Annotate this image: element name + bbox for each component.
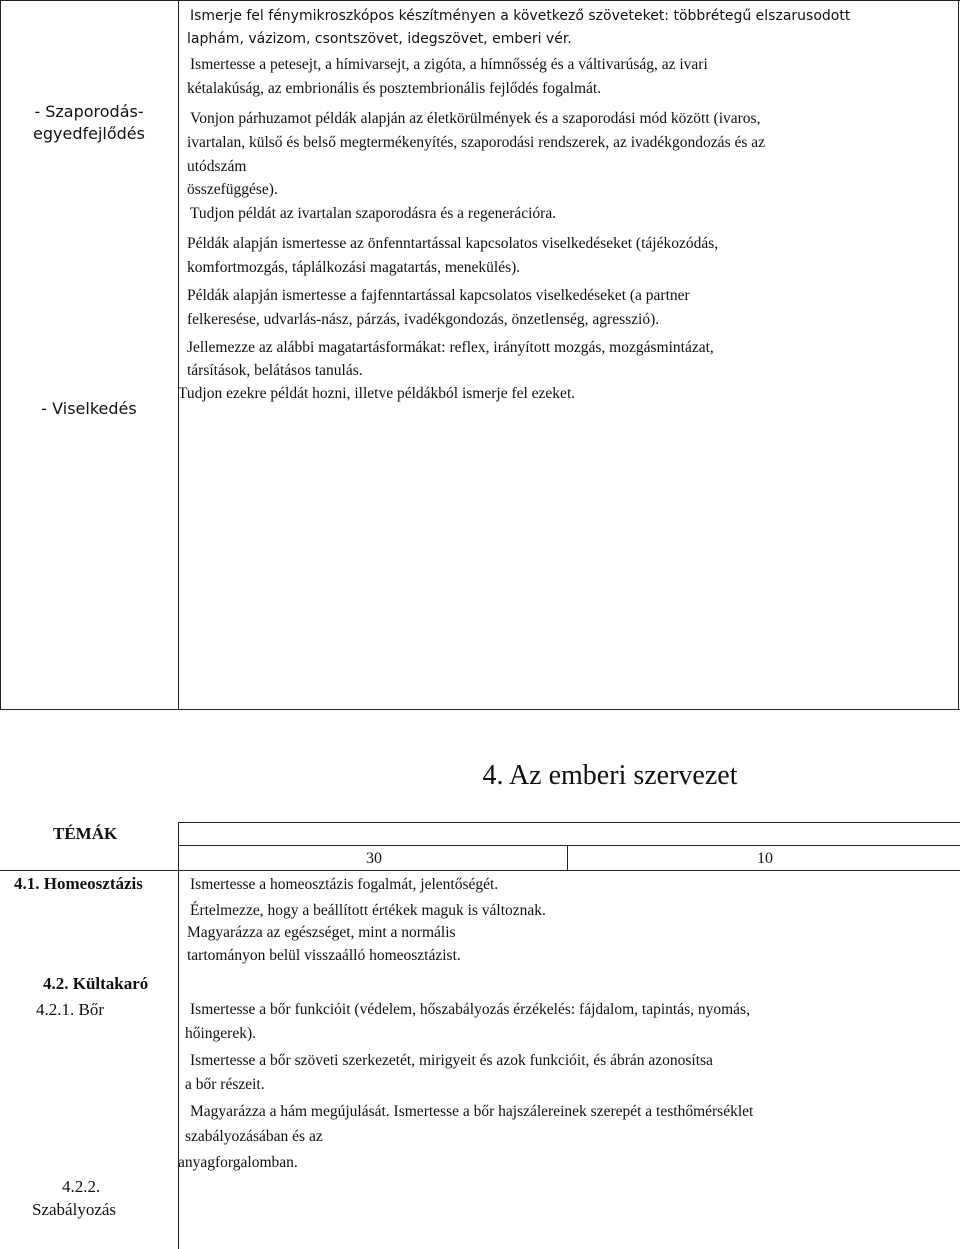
req-line: anyagforgalomban. [178, 1154, 298, 1171]
req-line: Magyarázza az egészséget, mint a normális [187, 924, 456, 941]
topic-regulation: Szabályozás [32, 1200, 117, 1219]
req-line: Ismertesse a homeosztázis fogalmát, jelentőségét. [190, 876, 499, 893]
lower-header-top-line [178, 845, 960, 846]
topics-header: TÉMÁK [53, 824, 118, 843]
req-line: Vonjon párhuzamot példák alapján az életkörülmények és a szaporodási mód között (ivaros, [190, 110, 761, 127]
req-line: hőingerek). [185, 1025, 257, 1042]
topic-label-behavior-text: - Viselkedés [41, 399, 137, 418]
topic-label-reproduction [0, 101, 178, 145]
req-line: Tudjon ezekre példát hozni, illetve példákból ismerje fel ezeket. [178, 385, 576, 402]
req-line: laphám, vázizom, csontszövet, idegszövet, emberi vér. [187, 31, 572, 47]
req-line: Példák alapján ismertesse az önfenntartással kapcsolatos viselkedéseket (tájékozódás, [187, 235, 719, 252]
req-line: a bőr részeit. [185, 1076, 265, 1093]
req-line: komfortmozgás, táplálkozási magatartás, menekülés). [187, 259, 521, 276]
lower-table-top-border [178, 822, 960, 823]
req-line: tartományon belül visszaálló homeosztázist. [187, 947, 461, 964]
req-line: Értelmezze, hogy a beállított értékek maguk is változnak. [190, 902, 546, 919]
req-line: Tudjon példát az ivartalan szaporodásra és a regenerációra. [190, 205, 557, 222]
req-line: ivartalan, külső és belső megtermékenyítés, szaporodási rendszerek, az ivadékgondozás és az [187, 134, 766, 151]
req-line: összefüggése). [187, 181, 278, 198]
req-line: kétalakúság, az embrionális és posztembrionális fejlődés fogalmát. [187, 80, 602, 97]
req-line: Példák alapján ismertesse a fajfenntartással kapcsolatos viselkedéseket (a partner [187, 287, 690, 304]
req-line: Ismertesse a petesejt, a hímivarsejt, a zigóta, a hímnősség és a váltivarúság, az ivari [190, 56, 708, 73]
upper-table-top-border [0, 0, 960, 1]
upper-table-divider [178, 0, 179, 710]
upper-table-right-border [958, 0, 959, 710]
column-header-10: 10 [757, 850, 773, 867]
req-line: Ismertesse a bőr szöveti szerkezetét, mirigyeit és azok funkcióit, és ábrán azonosítsa [190, 1052, 713, 1069]
lower-table-left-border [178, 822, 179, 1249]
section-title: 4. Az emberi szervezet [482, 760, 738, 791]
column-header-30: 30 [366, 850, 382, 867]
topic-label-behavior [0, 398, 178, 420]
req-line: Jellemezze az alábbi magatartásformákat: reflex, irányított mozgás, mozgásmintázat, [187, 339, 714, 356]
req-line: szabályozásában és az [185, 1128, 323, 1145]
upper-table-bottom-border [0, 709, 960, 710]
topic-integument: 4.2. Kültakaró [43, 974, 149, 993]
lower-header-divider [567, 845, 568, 871]
req-line: felkeresése, udvarlás-nász, párzás, ivadékgondozás, önzetlenség, agresszió). [187, 311, 660, 328]
req-line: Ismerje fel fénymikroszkópos készítményen a következő szöveteket: többrétegű elszarusodott [190, 8, 851, 24]
req-line: társítások, belátásos tanulás. [187, 362, 363, 379]
topic-label-line-2: egyedfejlődés [33, 124, 145, 143]
req-line: utódszám [187, 158, 247, 175]
lower-header-bottom-line [0, 870, 960, 871]
req-line: Ismertesse a bőr funkcióit (védelem, hőszabályozás érzékelés: fájdalom, tapintás, nyomás, [190, 1001, 750, 1018]
req-line: Magyarázza a hám megújulását. Ismertesse a bőr hajszálereinek szerepét a testhőmérséklet [190, 1103, 754, 1120]
topic-skin: 4.2.1. Bőr [36, 1000, 104, 1019]
topic-regulation-number: 4.2.2. [62, 1177, 101, 1196]
topic-homeostasis: 4.1. Homeosztázis [14, 874, 143, 893]
topic-label-line-1: - Szaporodás- [34, 102, 144, 121]
